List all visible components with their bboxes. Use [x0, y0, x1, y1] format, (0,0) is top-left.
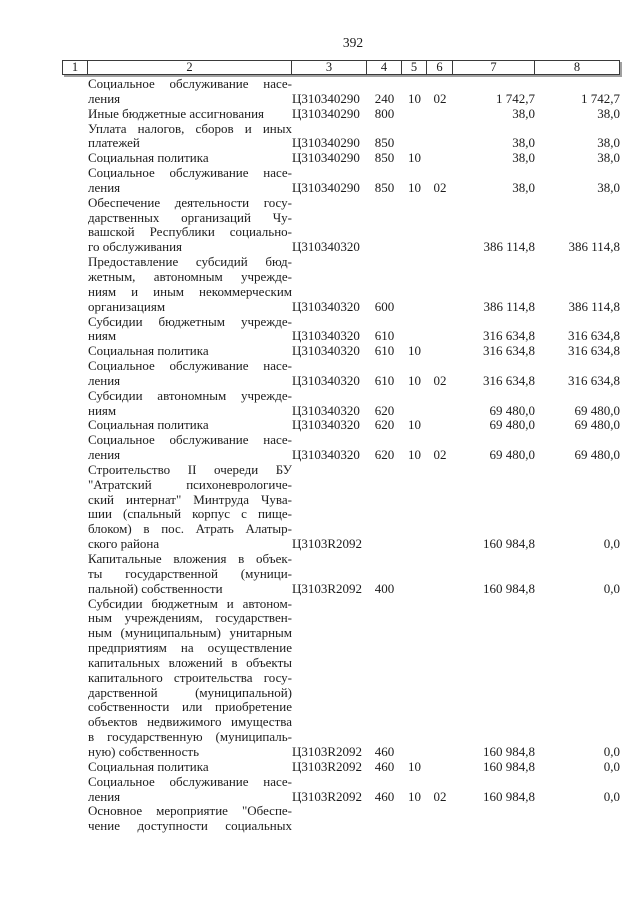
- code-cell: Ц3103R2092: [292, 580, 363, 596]
- text-line: ления: [88, 90, 121, 106]
- text-line: Предоставление субсидий бюд-: [88, 254, 292, 270]
- col5-cell: 10: [408, 447, 421, 463]
- col5-cell: 10: [408, 417, 421, 433]
- amount1-cell: 69 480,0: [489, 402, 535, 418]
- col1-cell: [62, 760, 88, 775]
- col4-cell: [367, 463, 402, 552]
- text-line: Основное мероприятие "Обеспе-: [88, 803, 292, 819]
- text-line: ным (муниципальным) унитарным: [88, 625, 292, 641]
- col5-cell: [402, 389, 427, 419]
- amount2-cell: 69 480,0: [574, 447, 620, 463]
- name-cell: [88, 775, 292, 805]
- col1-cell: [62, 344, 88, 359]
- amount1-cell: 316 634,8: [483, 328, 535, 344]
- col5-cell: 10: [408, 343, 421, 359]
- amount2-cell: 38,0: [597, 135, 620, 151]
- col4-cell: 610: [374, 328, 395, 344]
- table-row: [62, 597, 620, 760]
- text-line: Субсидии бюджетным и автоном-: [88, 595, 292, 611]
- col1-cell: [62, 196, 88, 255]
- text-line: Иные бюджетные ассигнования: [88, 105, 265, 121]
- text-line: Социальное обслуживание насе-: [88, 358, 292, 374]
- code-cell: Ц3103R2092: [292, 758, 363, 774]
- col1-cell: [62, 552, 88, 597]
- text-line: ления: [88, 788, 121, 804]
- table-grid: [62, 77, 620, 834]
- amount1-cell: 160 984,8: [483, 758, 535, 774]
- col4-cell: 400: [374, 580, 395, 596]
- table-row: [62, 255, 620, 314]
- col6-cell: [427, 552, 453, 597]
- col5-cell: [402, 597, 427, 760]
- col5-cell: [402, 552, 427, 597]
- col6-cell: 02: [433, 788, 447, 804]
- table-row: [62, 315, 620, 345]
- amount1-cell: 38,0: [512, 179, 535, 195]
- text-line: ниям: [88, 402, 117, 418]
- text-line: чение доступности социальных: [88, 818, 292, 834]
- col1-cell: [62, 122, 88, 152]
- col6-cell: 02: [433, 90, 447, 106]
- code-cell: Ц310340320: [292, 343, 360, 359]
- name-cell: [88, 389, 292, 419]
- code-cell: Ц310340320: [292, 328, 360, 344]
- text-line: ления: [88, 447, 121, 463]
- text-line: Социальная политика: [88, 417, 209, 433]
- amount1-cell: 316 634,8: [483, 372, 535, 388]
- col6-cell: [427, 389, 453, 419]
- amount2-cell: 0,0: [603, 758, 620, 774]
- name-cell: [88, 433, 292, 463]
- col4-cell: 850: [374, 135, 395, 151]
- col1-cell: [62, 77, 88, 107]
- text-line: пальной) собственности: [88, 580, 223, 596]
- col4-cell: 620: [374, 417, 395, 433]
- name-cell: [88, 804, 292, 834]
- amount1-cell: 160 984,8: [483, 536, 535, 552]
- table-row: [62, 122, 620, 152]
- name-cell: [88, 552, 292, 597]
- text-line: организациям: [88, 298, 166, 314]
- name-cell: [88, 196, 292, 255]
- col1-cell: [62, 315, 88, 345]
- amount2-cell: 0,0: [603, 536, 620, 552]
- table-row: [62, 151, 620, 166]
- text-line: Социальная политика: [88, 343, 209, 359]
- header-cell: 5: [402, 60, 427, 75]
- text-line: шии (спальный корпус с пище-: [88, 506, 292, 522]
- text-line: го обслуживания: [88, 239, 183, 255]
- amount2-cell: 316 634,8: [568, 343, 620, 359]
- col5-cell: [402, 122, 427, 152]
- col1-cell: [62, 804, 88, 834]
- col5-cell: [402, 463, 427, 552]
- col1-cell: [62, 166, 88, 196]
- code-cell: Ц310340290: [292, 135, 360, 151]
- col5-cell: [402, 804, 427, 834]
- col6-cell: 02: [433, 179, 447, 195]
- col6-cell: 02: [433, 372, 447, 388]
- text-line: Субсидии автономным учрежде-: [88, 387, 292, 403]
- amount2-cell: 0,0: [603, 788, 620, 804]
- amount1-cell: 160 984,8: [483, 743, 535, 759]
- name-cell: [88, 255, 292, 314]
- text-line: ления: [88, 179, 121, 195]
- text-line: Социальное обслуживание насе-: [88, 432, 292, 448]
- amount1-cell: 386 114,8: [483, 298, 535, 314]
- name-cell: [88, 359, 292, 389]
- text-line: объектов недвижимого имущества: [88, 714, 292, 730]
- table-row: [62, 344, 620, 359]
- code-cell: Ц310340290: [292, 105, 360, 121]
- amount2-cell: 38,0: [597, 150, 620, 166]
- budget-table: [62, 60, 620, 834]
- table-row: [62, 760, 620, 775]
- header-cell: 7: [453, 60, 535, 75]
- col6-cell: [427, 151, 453, 166]
- amount2-cell: [535, 804, 620, 834]
- text-line: Уплата налогов, сборов и иных: [88, 120, 292, 136]
- text-line: Социальное обслуживание насе-: [88, 773, 292, 789]
- table-row: [62, 433, 620, 463]
- col6-cell: [427, 463, 453, 552]
- col4-cell: [367, 804, 402, 834]
- col6-cell: [427, 597, 453, 760]
- code-cell: Ц310340320: [292, 447, 360, 463]
- amount1-cell: 160 984,8: [483, 788, 535, 804]
- text-line: капитальных вложений в объекты: [88, 654, 292, 670]
- code-cell: Ц310340320: [292, 417, 360, 433]
- page-number: 392: [342, 35, 364, 50]
- table-row: [62, 775, 620, 805]
- name-cell: [88, 463, 292, 552]
- code-cell: Ц3103R2092: [292, 536, 363, 552]
- col6-cell: [427, 315, 453, 345]
- amount2-cell: 1 742,7: [581, 90, 620, 106]
- col5-cell: 10: [408, 372, 421, 388]
- col1-cell: [62, 151, 88, 166]
- text-line: жетным, автономным учрежде-: [88, 268, 292, 284]
- table-row: [62, 804, 620, 834]
- code-cell: Ц3103R2092: [292, 788, 363, 804]
- col4-cell: 460: [374, 788, 395, 804]
- col4-cell: 460: [374, 743, 395, 759]
- name-cell: [88, 166, 292, 196]
- amount1-cell: 316 634,8: [483, 343, 535, 359]
- name-cell: [88, 418, 292, 433]
- name-cell: [88, 760, 292, 775]
- code-cell: Ц3103R2092: [292, 743, 363, 759]
- table-body: [62, 77, 620, 834]
- name-cell: [88, 77, 292, 107]
- col5-cell: [402, 196, 427, 255]
- col4-cell: 610: [374, 372, 395, 388]
- amount1-cell: 69 480,0: [489, 417, 535, 433]
- col4-cell: 620: [374, 447, 395, 463]
- col1-cell: [62, 389, 88, 419]
- text-line: блоком) в пос. Атрать Алатыр-: [88, 521, 292, 537]
- col6-cell: 02: [433, 447, 447, 463]
- text-line: Обеспечение деятельности госу-: [88, 194, 292, 210]
- col6-cell: [427, 255, 453, 314]
- code-cell: Ц310340320: [292, 402, 360, 418]
- text-line: дарственных организаций Чу-: [88, 209, 292, 225]
- text-line: вашской Республики социально-: [88, 224, 292, 240]
- col6-cell: [427, 804, 453, 834]
- header-cell: 2: [88, 60, 292, 75]
- col4-cell: 850: [374, 150, 395, 166]
- col4-cell: 240: [374, 90, 395, 106]
- text-line: предприятиям на осуществление: [88, 640, 292, 656]
- col1-cell: [62, 433, 88, 463]
- name-cell: [88, 315, 292, 345]
- name-cell: [88, 344, 292, 359]
- text-line: Капитальные вложения в объек-: [88, 551, 292, 566]
- code-cell: Ц310340290: [292, 150, 360, 166]
- amount2-cell: 316 634,8: [568, 328, 620, 344]
- text-line: Строительство II очереди БУ: [88, 461, 292, 477]
- col1-cell: [62, 597, 88, 760]
- text-line: собственности или приобретение: [88, 699, 292, 715]
- amount2-cell: 69 480,0: [574, 402, 620, 418]
- col6-cell: [427, 760, 453, 775]
- col4-cell: 600: [374, 298, 395, 314]
- col1-cell: [62, 359, 88, 389]
- col5-cell: 10: [408, 758, 421, 774]
- text-line: платежей: [88, 135, 140, 151]
- header-cell: 1: [62, 60, 88, 75]
- table-row: [62, 196, 620, 255]
- amount1-cell: 38,0: [512, 135, 535, 151]
- col1-cell: [62, 463, 88, 552]
- col4-cell: 620: [374, 402, 395, 418]
- text-line: капитального строительства госу-: [88, 669, 292, 685]
- col5-cell: 10: [408, 90, 421, 106]
- table-row: [62, 463, 620, 552]
- text-line: ную) собственность: [88, 743, 200, 759]
- col4-cell: [367, 196, 402, 255]
- col1-cell: [62, 255, 88, 314]
- amount2-cell: 0,0: [603, 743, 620, 759]
- col4-cell: 800: [374, 105, 395, 121]
- amount1-cell: 69 480,0: [489, 447, 535, 463]
- amount1-cell: 1 742,7: [496, 90, 535, 106]
- col6-cell: [427, 196, 453, 255]
- table-row: [62, 166, 620, 196]
- text-line: ления: [88, 372, 121, 388]
- name-cell: [88, 107, 292, 122]
- amount2-cell: 0,0: [603, 580, 620, 596]
- text-line: ты государственной (муници-: [88, 565, 292, 581]
- col1-cell: [62, 775, 88, 805]
- name-cell: [88, 151, 292, 166]
- text-line: дарственной (муниципальной): [88, 684, 292, 700]
- col4-cell: 610: [374, 343, 395, 359]
- code-cell: Ц310340320: [292, 372, 360, 388]
- header-cell: 3: [292, 60, 367, 75]
- amount2-cell: 386 114,8: [568, 298, 620, 314]
- header-cell: 8: [535, 60, 620, 75]
- amount1-cell: 38,0: [512, 150, 535, 166]
- text-line: "Атратский психоневрологиче-: [88, 476, 292, 492]
- code-cell: Ц310340290: [292, 179, 360, 195]
- text-line: Социальное обслуживание насе-: [88, 165, 292, 181]
- table-row: [62, 389, 620, 419]
- col6-cell: [427, 344, 453, 359]
- col6-cell: [427, 418, 453, 433]
- table-row: [62, 418, 620, 433]
- amount2-cell: 316 634,8: [568, 372, 620, 388]
- col6-cell: [427, 107, 453, 122]
- amount1-cell: 160 984,8: [483, 580, 535, 596]
- text-line: ский интернат" Минтруда Чува-: [88, 491, 292, 507]
- col1-cell: [62, 418, 88, 433]
- table-row: [62, 359, 620, 389]
- col5-cell: [402, 255, 427, 314]
- text-line: Социальная политика: [88, 150, 209, 166]
- col6-cell: [427, 122, 453, 152]
- col5-cell: 10: [408, 179, 421, 195]
- text-line: Социальная политика: [88, 758, 209, 774]
- col5-cell: [402, 107, 427, 122]
- name-cell: [88, 122, 292, 152]
- header-cell: 4: [367, 60, 402, 75]
- text-line: ниям: [88, 328, 117, 344]
- code-cell: [292, 804, 367, 834]
- header-cell: 6: [427, 60, 453, 75]
- code-cell: Ц310340320: [292, 298, 360, 314]
- amount2-cell: 38,0: [597, 105, 620, 121]
- code-cell: Ц310340320: [292, 239, 360, 255]
- table-row: [62, 552, 620, 597]
- col5-cell: [402, 315, 427, 345]
- amount1-cell: [453, 804, 535, 834]
- text-line: ным учреждениям, государствен-: [88, 610, 292, 626]
- name-cell: [88, 597, 292, 760]
- amount1-cell: 38,0: [512, 105, 535, 121]
- amount1-cell: 386 114,8: [483, 239, 535, 255]
- code-cell: Ц310340290: [292, 90, 360, 106]
- col4-cell: 850: [374, 179, 395, 195]
- amount2-cell: 69 480,0: [574, 417, 620, 433]
- text-line: ского района: [88, 536, 160, 552]
- amount2-cell: 386 114,8: [568, 239, 620, 255]
- col5-cell: 10: [408, 150, 421, 166]
- table-header-row: [62, 60, 620, 75]
- col4-cell: 460: [374, 758, 395, 774]
- col1-cell: [62, 107, 88, 122]
- text-line: Субсидии бюджетным учрежде-: [88, 313, 292, 329]
- text-line: Социальное обслуживание насе-: [88, 76, 292, 91]
- text-line: в государственную (муниципаль-: [88, 729, 292, 745]
- table-row: [62, 107, 620, 122]
- table-row: [62, 77, 620, 107]
- amount2-cell: 38,0: [597, 179, 620, 195]
- text-line: ниям и иным некоммерческим: [88, 283, 292, 299]
- col5-cell: 10: [408, 788, 421, 804]
